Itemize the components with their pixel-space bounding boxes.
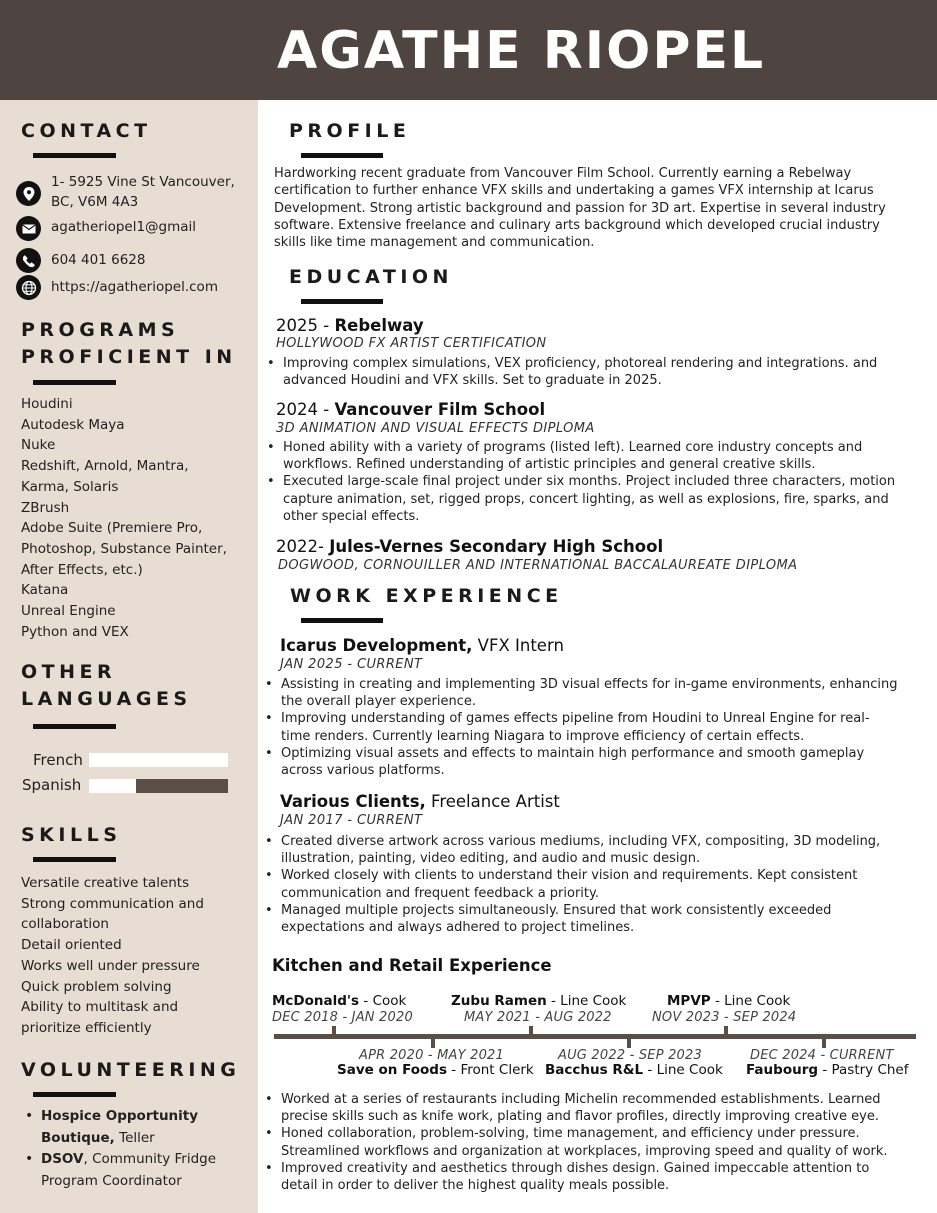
website-text[interactable]: https://agatheriopel.com bbox=[51, 279, 218, 295]
candidate-name: AGATHE RIOPEL bbox=[277, 21, 766, 81]
education-entry-title: 2024 - Vancouver Film School bbox=[276, 400, 546, 419]
skills-rule bbox=[33, 857, 116, 862]
list-item: Detail oriented bbox=[21, 937, 122, 954]
timeline-dates: MAY 2021 - AUG 2022 bbox=[464, 1010, 612, 1025]
list-item: collaboration bbox=[21, 916, 109, 933]
education-entry-subtitle: DOGWOOD, CORNOUILLER AND INTERNATIONAL BACCALAUREATE DIPLOMA bbox=[278, 558, 798, 573]
volunteer-role: Teller bbox=[114, 1129, 155, 1146]
list-item: Strong communication and bbox=[21, 895, 204, 912]
work-entry-title: Various Clients, Freelance Artist bbox=[280, 792, 560, 811]
list-item bbox=[21, 1149, 216, 1192]
language-french-bar bbox=[89, 753, 228, 767]
list-item: Ability to multitask and bbox=[21, 999, 179, 1016]
timeline-tick bbox=[529, 1026, 533, 1036]
list-item: • Improving complex simulations, VEX proficiency, photoreal rendering and integrations. and advanced Houdini and VFX skills. Set to graduate in 2025. bbox=[283, 355, 933, 389]
profile-rule bbox=[301, 153, 383, 158]
list-item: Adobe Suite (Premiere Pro, bbox=[21, 520, 203, 537]
timeline-dates: APR 2020 - MAY 2021 bbox=[359, 1048, 505, 1063]
timeline-job: MPVP - Line Cook bbox=[667, 993, 791, 1009]
address-line-2: BC, V6M 4A3 bbox=[51, 194, 139, 210]
phone-text[interactable]: 604 401 6628 bbox=[51, 252, 146, 268]
volunteering-heading: VOLUNTEERING bbox=[21, 1059, 241, 1081]
contact-website bbox=[16, 277, 218, 300]
timeline-dates: DEC 2024 - CURRENT bbox=[750, 1048, 894, 1063]
timeline-tick bbox=[332, 1026, 336, 1036]
list-item: Python and VEX bbox=[21, 623, 129, 640]
volunteer-org: Hospice Opportunity bbox=[41, 1108, 199, 1124]
list-item: Houdini bbox=[21, 396, 73, 412]
programs-heading-line2: PROFICIENT IN bbox=[21, 346, 237, 368]
volunteering-list bbox=[21, 1106, 216, 1192]
volunteer-role: Program Coordinator bbox=[41, 1172, 182, 1189]
list-item: Versatile creative talents bbox=[21, 875, 190, 891]
list-item: After Effects, etc.) bbox=[21, 561, 143, 578]
list-item: • Improved creativity and aesthetics through dishes design. Gained impeccable attention to detail in order to deliver the highest quality meals possible. bbox=[281, 1160, 931, 1194]
languages-heading-line1: OTHER bbox=[21, 661, 117, 683]
phone-icon bbox=[16, 248, 41, 273]
education-entry-subtitle: HOLLYWOOD FX ARTIST CERTIFICATION bbox=[276, 336, 547, 351]
work-rule bbox=[301, 618, 383, 623]
timeline-job: Faubourg - Pastry Chef bbox=[746, 1062, 909, 1078]
language-french-label: French bbox=[33, 751, 83, 769]
programs-list bbox=[21, 394, 227, 642]
language-level-fill bbox=[136, 779, 228, 793]
timeline-dates: AUG 2022 - SEP 2023 bbox=[558, 1048, 702, 1063]
languages-heading-line2: LANGUAGES bbox=[21, 688, 192, 710]
list-item: Works well under pressure bbox=[21, 957, 200, 974]
contact-email bbox=[16, 217, 196, 241]
contact-rule bbox=[33, 153, 116, 158]
list-item: • Assisting in creating and implementing 3D visual effects for in-game environments, enhancing the overall player experience. bbox=[281, 676, 931, 710]
list-item: • Created diverse artwork across various mediums, including VFX, compositing, 3D modeling, illustration, painting, video editing, and audio and music design. bbox=[281, 833, 931, 867]
education-rule bbox=[301, 299, 383, 304]
location-pin-icon bbox=[16, 181, 41, 206]
timeline-job: Bacchus R&L - Line Cook bbox=[545, 1062, 723, 1078]
list-item: Nuke bbox=[21, 437, 56, 454]
timeline-tick bbox=[724, 1026, 728, 1036]
list-item bbox=[21, 1106, 216, 1149]
education-bullets bbox=[283, 355, 933, 389]
list-item: ZBrush bbox=[21, 499, 70, 516]
list-item: • Improving understanding of games effects pipeline from Houdini to Unreal Engine for real- time renders. Currently learning Niagara to improve efficiency of certain effects. bbox=[281, 710, 931, 744]
list-item: Quick problem solving bbox=[21, 978, 172, 995]
timeline-dates: DEC 2018 - JAN 2020 bbox=[272, 1010, 413, 1025]
list-item: • Worked at a series of restaurants including Michelin recommended establishments. Learned precise skills such as knife work, plating and flavor profiles, directly improving creative eye. bbox=[281, 1091, 931, 1125]
list-item: Redshift, Arnold, Mantra, bbox=[21, 458, 189, 475]
volunteer-org: Boutique, bbox=[41, 1129, 115, 1146]
programs-rule bbox=[33, 380, 116, 385]
timeline-job: Save on Foods - Front Clerk bbox=[337, 1062, 534, 1078]
profile-text: Hardworking recent graduate from Vancouver Film School. Currently earning a Rebelway certification to further enhance VFX skills and undertaking a games VFX internship at Icarus Development. Strong artistic background and passion for 3D art. Expertise in several industry software. Extensive freelance and culinary arts background which developed crucial industry skills like time management and communication. bbox=[274, 166, 886, 251]
skills-heading: SKILLS bbox=[21, 824, 122, 846]
timeline-job: Zubu Ramen - Line Cook bbox=[451, 993, 627, 1009]
languages-rule bbox=[33, 724, 116, 729]
work-entry-dates: JAN 2017 - CURRENT bbox=[280, 813, 423, 828]
list-item: Photoshop, Substance Painter, bbox=[21, 540, 227, 557]
header-banner bbox=[0, 0, 937, 100]
education-bullets bbox=[283, 439, 933, 525]
email-text[interactable]: agatheriopel1@gmail bbox=[51, 219, 197, 235]
work-entry-dates: JAN 2025 - CURRENT bbox=[280, 657, 423, 672]
education-entry-title: 2022- Jules-Vernes Secondary High School bbox=[276, 537, 664, 556]
list-item: Autodesk Maya bbox=[21, 416, 125, 433]
list-item: • Managed multiple projects simultaneously. Ensured that work consistently exceeded expectations and always adhered to project timelines. bbox=[281, 902, 931, 936]
list-item: Karma, Solaris bbox=[21, 478, 119, 495]
education-entry-title: 2025 - Rebelway bbox=[276, 316, 424, 335]
volunteering-rule bbox=[33, 1092, 116, 1097]
language-spanish-label: Spanish bbox=[22, 776, 82, 794]
timeline-dates: NOV 2023 - SEP 2024 bbox=[652, 1010, 797, 1025]
skills-list bbox=[21, 873, 204, 1039]
volunteer-org: DSOV bbox=[41, 1151, 84, 1167]
education-heading: EDUCATION bbox=[289, 266, 453, 288]
list-item: • Executed large-scale final project under six months. Project included three characters, motion capture animation, set, rigged props, concert lighting, as well as explosions, fire, sparks, and other special effects. bbox=[283, 473, 933, 525]
volunteer-role: , Community Fridge bbox=[83, 1151, 217, 1167]
work-bullets bbox=[281, 676, 931, 779]
globe-icon bbox=[16, 275, 41, 300]
timeline-axis bbox=[274, 1034, 916, 1039]
work-heading: WORK EXPERIENCE bbox=[290, 585, 563, 607]
language-spanish-bar bbox=[89, 779, 228, 793]
list-item: • Optimizing visual assets and effects to maintain high performance and smooth gameplay across various platforms. bbox=[281, 745, 931, 779]
kitchen-bullets bbox=[281, 1091, 931, 1194]
timeline-job: McDonald's - Cook bbox=[272, 993, 407, 1009]
list-item: prioritize efficiently bbox=[21, 1019, 152, 1036]
list-item: Katana bbox=[21, 582, 69, 599]
kitchen-heading: Kitchen and Retail Experience bbox=[272, 956, 552, 975]
address-line-1: 1- 5925 Vine St Vancouver, bbox=[51, 174, 235, 190]
programs-heading-line1: PROGRAMS bbox=[21, 319, 180, 341]
list-item: • Honed collaboration, problem-solving, time management, and efficiency under pressure. Streamlined workflows and organization at workplaces, improving speed and quality of work. bbox=[281, 1125, 931, 1159]
mail-icon bbox=[16, 216, 41, 241]
list-item: • Honed ability with a variety of programs (listed left). Learned core industry concepts and workflows. Refined understanding of artistic principles and general creative skills. bbox=[283, 439, 933, 473]
list-item: Unreal Engine bbox=[21, 603, 116, 620]
contact-heading: CONTACT bbox=[21, 120, 152, 142]
work-entry-title: Icarus Development, VFX Intern bbox=[280, 636, 564, 655]
education-entry-subtitle: 3D ANIMATION AND VISUAL EFFECTS DIPLOMA bbox=[276, 421, 595, 436]
list-item: • Worked closely with clients to understand their vision and requirements. Kept consistent communication and frequent feedback a priority. bbox=[281, 867, 931, 901]
contact-address bbox=[16, 172, 235, 212]
contact-phone bbox=[16, 250, 145, 273]
work-bullets bbox=[281, 833, 931, 936]
profile-heading: PROFILE bbox=[289, 120, 411, 142]
